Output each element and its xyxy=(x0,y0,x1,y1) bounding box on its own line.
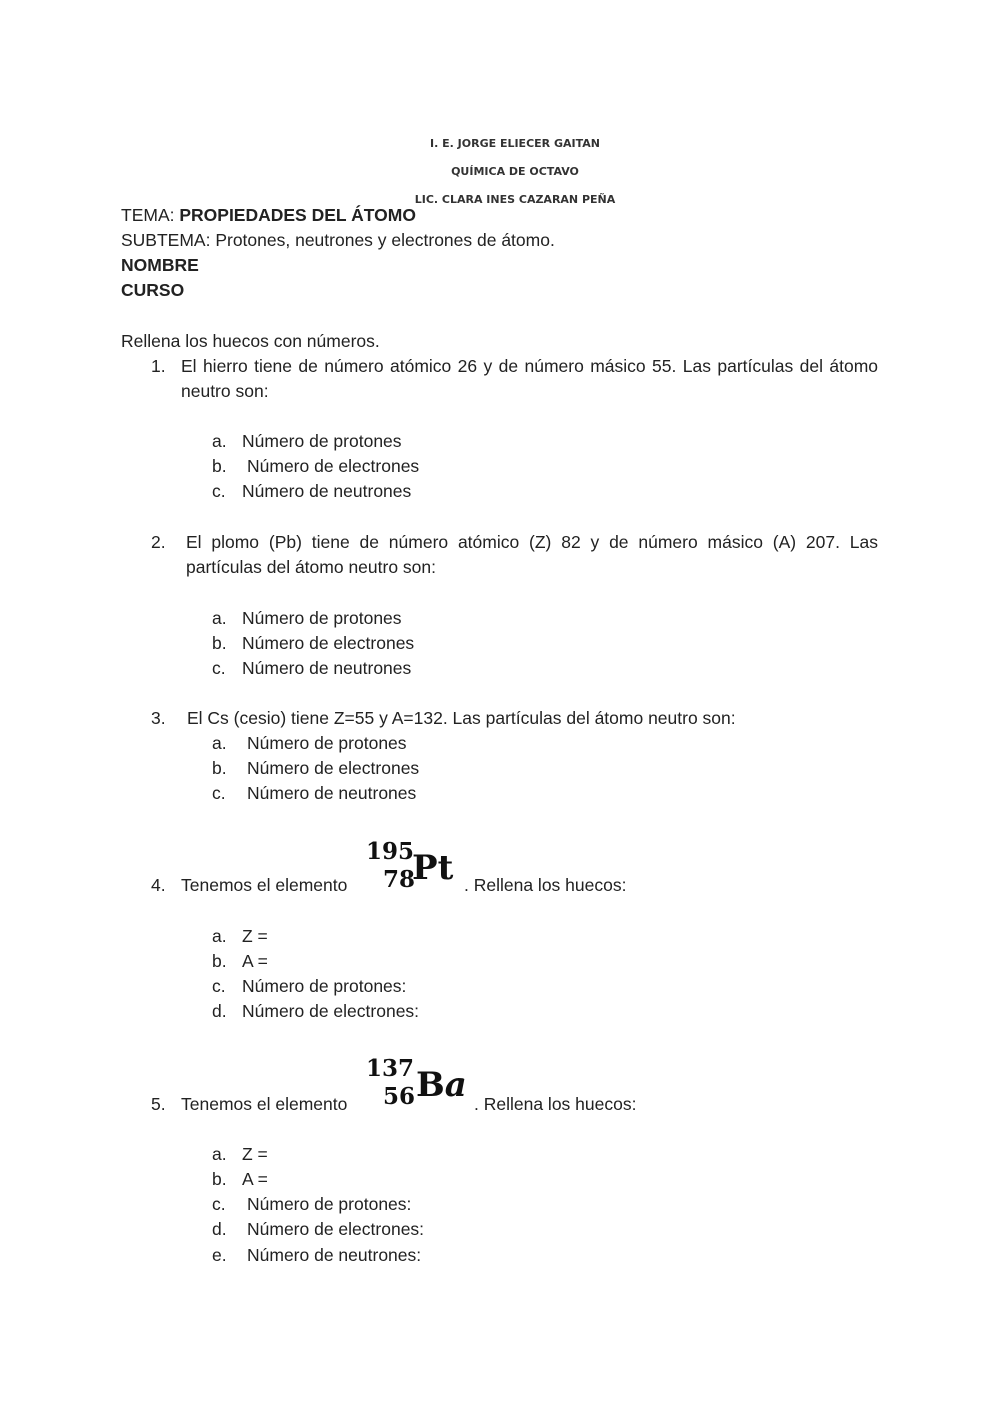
question-1-text: El hierro tiene de número atómico 26 y de número másico 55. Las partículas del átomo neutro son: xyxy=(181,356,878,401)
tema-line xyxy=(121,205,416,225)
item-marker: c. xyxy=(212,658,226,678)
item-marker: d. xyxy=(212,1219,227,1239)
item-text: Número de protones: xyxy=(247,1194,412,1214)
item-text: Número de electrones: xyxy=(242,1001,420,1021)
item-text: A = xyxy=(242,1169,268,1189)
question-5-tail: . Rellena los huecos: xyxy=(474,1094,637,1114)
item-text: Número de protones xyxy=(247,733,407,753)
barium-isotope xyxy=(366,1053,476,1113)
item-text: Número de neutrones xyxy=(242,481,412,501)
item-marker: e. xyxy=(212,1245,227,1265)
curso-label: CURSO xyxy=(121,280,185,300)
question-number: 3. xyxy=(151,708,166,728)
tema-value: PROPIEDADES DEL ÁTOMO xyxy=(179,205,416,225)
question-number: 2. xyxy=(151,532,166,552)
question-5-lead: Tenemos el elemento xyxy=(181,1094,348,1114)
instruction: Rellena los huecos con números. xyxy=(121,331,380,351)
item-text: Número de neutrones xyxy=(247,783,417,803)
item-marker: a. xyxy=(212,1144,227,1164)
element-symbol xyxy=(416,1065,467,1105)
school-name: I. E. JORGE ELIECER GAITAN xyxy=(430,137,600,150)
item-marker: b. xyxy=(212,633,227,653)
nombre-label: NOMBRE xyxy=(121,255,199,275)
mass-number: 137 xyxy=(366,1055,415,1082)
item-text: Número de electrones xyxy=(247,758,420,778)
item-marker: a. xyxy=(212,431,227,451)
item-text: Número de electrones xyxy=(247,456,420,476)
question-number: 5. xyxy=(151,1094,166,1114)
subtema-line: SUBTEMA: Protones, neutrones y electrones de átomo. xyxy=(121,230,555,250)
item-marker: c. xyxy=(212,1194,226,1214)
item-marker: b. xyxy=(212,456,227,476)
item-text: Número de neutrones xyxy=(242,658,412,678)
item-text: A = xyxy=(242,951,268,971)
item-marker: c. xyxy=(212,481,226,501)
question-3-text: El Cs (cesio) tiene Z=55 y A=132. Las partículas del átomo neutro son: xyxy=(187,708,736,728)
symbol-a: a xyxy=(444,1065,467,1105)
item-marker: d. xyxy=(212,1001,227,1021)
item-marker: a. xyxy=(212,926,227,946)
item-marker: c. xyxy=(212,783,226,803)
tema-label: TEMA: xyxy=(121,205,180,225)
teacher-name: LIC. CLARA INES CAZARAN PEÑA xyxy=(414,193,616,206)
question-2-text: El plomo (Pb) tiene de número atómico (Z) 82 y de número másico (A) 207. Las partículas del átomo neutro son: xyxy=(186,532,878,577)
item-text: Número de protones: xyxy=(242,976,407,996)
question-4-lead: Tenemos el elemento xyxy=(181,875,348,895)
symbol-b: B xyxy=(416,1065,445,1105)
item-text: Z = xyxy=(242,1144,268,1164)
item-text: Número de electrones: xyxy=(247,1219,425,1239)
platinum-isotope xyxy=(366,836,466,896)
atomic-number: 78 xyxy=(383,866,416,893)
question-number: 4. xyxy=(151,875,166,895)
mass-number: 195 xyxy=(366,838,415,865)
item-text: Número de electrones xyxy=(242,633,415,653)
item-marker: b. xyxy=(212,951,227,971)
element-symbol: Pt xyxy=(412,848,454,888)
item-text: Número de protones xyxy=(242,608,402,628)
item-marker: a. xyxy=(212,608,227,628)
item-marker: a. xyxy=(212,733,227,753)
item-marker: c. xyxy=(212,976,226,996)
atomic-number: 56 xyxy=(383,1083,416,1110)
item-text: Número de neutrones: xyxy=(247,1245,422,1265)
question-4-tail: . Rellena los huecos: xyxy=(464,875,627,895)
subject-title: QUÍMICA DE OCTAVO xyxy=(451,165,579,178)
item-marker: b. xyxy=(212,1169,227,1189)
item-marker: b. xyxy=(212,758,227,778)
item-text: Número de protones xyxy=(242,431,402,451)
question-number: 1. xyxy=(151,356,166,376)
item-text: Z = xyxy=(242,926,268,946)
